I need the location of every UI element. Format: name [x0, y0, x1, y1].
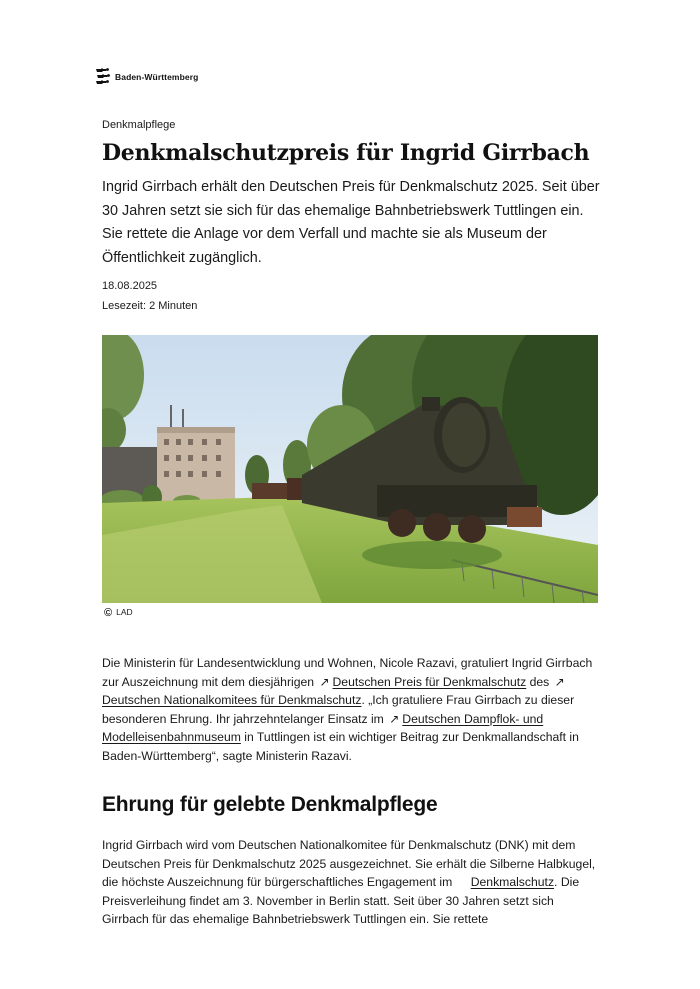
paragraph-text: in Tuttlingen ist ein wichtiger Beitrag zur Denkmallandschaft in Baden-Württemberg“, sagte Ministerin Razavi. — [102, 730, 579, 763]
paragraph-text: des — [526, 674, 553, 689]
logo-text: Baden-Württemberg — [115, 72, 199, 82]
article-lead: Ingrid Girrbach erhält den Deutschen Preis für Denkmalschutz 2025. Seit über 30 Jahren setzt sie sich für das ehemalige Bahnbetriebswerk Tuttlingen ein. Sie rettete die Anlage vor dem Verfall und machte sie als Museum der Öffentlichkeit zugänglich. — [102, 179, 600, 266]
section-heading: Ehrung für gelebte Denkmalpflege — [102, 793, 438, 816]
article-paragraph — [102, 654, 602, 765]
article-date: 18.08.2025 — [102, 280, 158, 292]
image-credit-text: LAD — [116, 607, 133, 617]
link-deutscher-preis[interactable]: Deutschen Preis für Denkmalschutz — [332, 674, 527, 689]
article-paragraph — [102, 836, 602, 929]
coat-of-arms-icon — [95, 67, 111, 87]
read-time: Lesezeit: 2 Minuten — [102, 300, 198, 312]
page-title: Denkmalschutzpreis für Ingrid Girrbach — [102, 140, 590, 166]
external-link-icon: ↗ — [389, 711, 400, 726]
link-denkmalschutz[interactable]: Denkmalschutz — [470, 875, 555, 889]
steam-locomotive-photo — [102, 335, 598, 603]
link-nationalkomitee[interactable]: Deutschen Nationalkomitees für Denkmalschutz — [102, 693, 362, 707]
external-link-icon: ↗ — [554, 674, 565, 689]
paragraph-text: . „Ich gratuliere Frau Girrbach zu dieser besonderen Ehrung. Ihr jahrzehntelanger Einsatz im — [102, 693, 575, 726]
article-image — [102, 335, 598, 603]
link-dampflok-museum[interactable]: Deutschen Dampflok- und Modelleisenbahnmuseum — [102, 711, 544, 744]
image-credit — [104, 607, 133, 619]
logo[interactable] — [95, 67, 198, 87]
article-kicker: Denkmalpflege — [102, 119, 176, 131]
paragraph-text: . Die Preisverleihung findet am 3. November in Berlin statt. Seit über 30 Jahren setzt sich Girrbach für das ehemalige Bahnbetriebswerk Tuttlingen ein. Sie rettete — [102, 875, 580, 926]
external-link-icon: ↗ — [319, 674, 330, 689]
copyright-icon: © — [104, 607, 113, 619]
paragraph-text: Die Ministerin für Landesentwicklung und Wohnen, Nicole Razavi, gratuliert Ingrid Girrbach zur Auszeichnung mit dem diesjährigen — [102, 656, 593, 689]
paragraph-text: Ingrid Girrbach wird vom Deutschen Nationalkomitee für Denkmalschutz (DNK) mit dem Deutschen Preis für Denkmalschutz 2025 ausgezeichnet. Sie erhält die Silberne Halbkugel, die höchste Auszeichnung für bürgerschaftliches Engagement im — [102, 838, 596, 889]
